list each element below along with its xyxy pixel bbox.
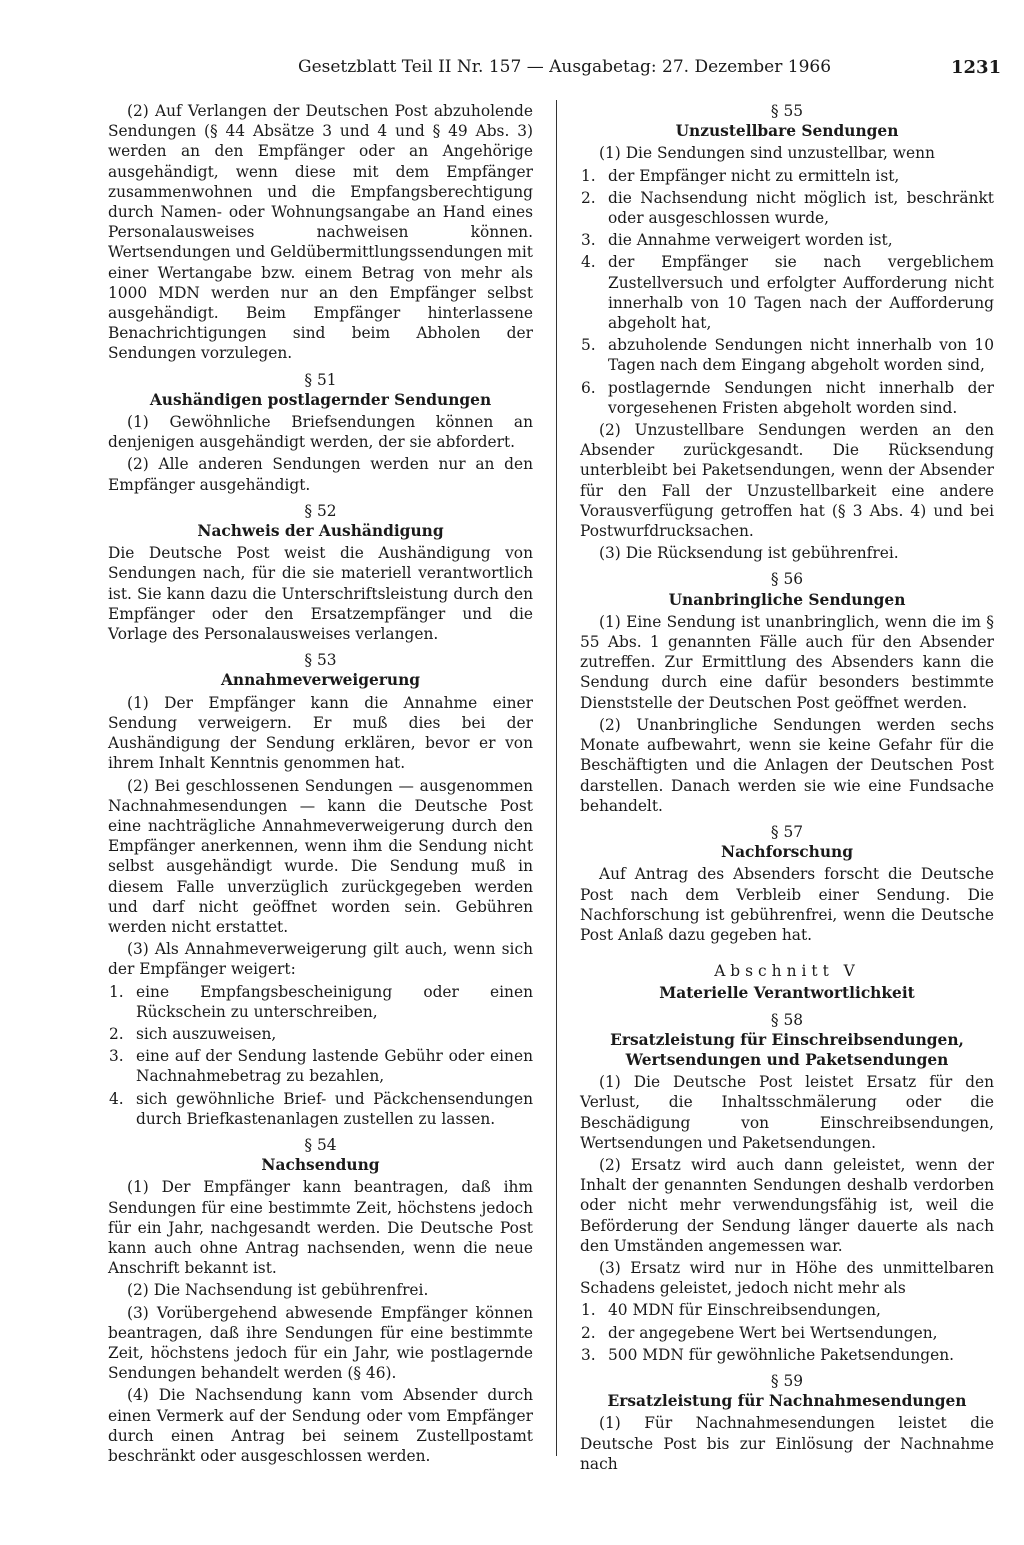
paragraph: (3) Als Annahmeverweigerung gilt auch, wenn sich der Empfänger weigert:: [108, 940, 533, 979]
list-text: abzuholende Sendungen nicht innerhalb von 10 Tagen nach dem Eingang abgeholt worden sind,: [608, 336, 994, 375]
paragraph: (1) Eine Sendung ist unanbringlich, wenn die im § 55 Abs. 1 genannten Fälle auch für den Absender zutreffen. Zur Ermittlung des Absenders kann die Sendung durch eine dafür besonders bestimmte Dienststelle der Deutschen Post geöffnet werden.: [580, 612, 994, 712]
paragraph: (3) Ersatz wird nur in Höhe des unmittelbaren Schadens geleistet, jedoch nicht mehr als: [580, 1258, 994, 1298]
left-column: [108, 101, 533, 1468]
list-item: [108, 1046, 533, 1086]
section-title: Nachweis der Aushändigung: [197, 522, 444, 541]
list-text: der Empfänger nicht zu ermitteln ist,: [608, 166, 900, 185]
section-title-cont: Wertsendungen und Paketsendungen: [625, 1050, 949, 1069]
list-item: [580, 1300, 994, 1320]
list-item: [108, 1089, 533, 1129]
list-text: der angegebene Wert bei Wertsendungen,: [608, 1323, 938, 1342]
right-column: [580, 101, 994, 1476]
paragraph: (1) Gewöhnliche Briefsendungen können an denjenigen ausgehändigt werden, der sie abfordert.: [108, 413, 533, 452]
list-text: 500 MDN für gewöhnliche Paketsendungen.: [608, 1345, 955, 1364]
list-number: 4.: [581, 253, 596, 272]
section-number: § 53: [304, 651, 337, 670]
section-title: Unanbringliche Sendungen: [668, 590, 906, 609]
section-number: § 51: [304, 370, 337, 389]
list-number: 5.: [581, 336, 596, 355]
list-item: [580, 166, 994, 186]
list-item: [580, 378, 994, 418]
paragraph: (2) Unanbringliche Sendungen werden sechs Monate aufbewahrt, wenn sie keine Gefahr für die Beschäftigten und die Anlagen der Deutschen Post darstellen. Danach werden sie wie eine Fundsache behandelt.: [580, 715, 994, 815]
section-title: Ersatzleistung für Einschreibsendungen,: [610, 1030, 964, 1049]
paragraph: (1) Die Sendungen sind unzustellbar, wenn: [599, 144, 935, 163]
list-number: 3.: [581, 231, 596, 250]
paragraph: (1) Die Deutsche Post leistet Ersatz für den Verlust, die Inhaltsschmälerung oder die Beschädigung von Einschreibsendungen, Wertsendungen und Paketsendungen.: [580, 1073, 994, 1152]
section-title: Unzustellbare Sendungen: [675, 122, 899, 141]
list-text: postlagernde Sendungen nicht innerhalb der vorgesehenen Fristen abgeholt worden sind.: [608, 378, 994, 417]
list-text: 40 MDN für Einschreibsendungen,: [608, 1301, 881, 1320]
list-number: 2.: [581, 1323, 596, 1342]
list-item: [580, 188, 994, 228]
list-item: [580, 252, 994, 333]
list-item: [580, 230, 994, 250]
paragraph: (2) Alle anderen Sendungen werden nur an den Empfänger ausgehändigt.: [108, 455, 533, 494]
paragraph: (3) Vorübergehend abwesende Empfänger können beantragen, daß ihre Sendungen für eine bestimmte Zeit, höchstens jedoch für ein Jahr, wie postlagernde Sendungen behandelt werden (§ 46).: [108, 1303, 533, 1383]
list-item: [580, 335, 994, 375]
paragraph: (3) Die Rücksendung ist gebührenfrei.: [599, 544, 899, 563]
list-text: eine Empfangsbescheinigung oder einen Rückschein zu unterschreiben,: [136, 982, 533, 1021]
section-number: § 55: [770, 102, 804, 120]
part-heading: Abschnitt V: [714, 962, 860, 981]
section-number: § 52: [304, 501, 337, 520]
page-header: [0, 55, 1024, 83]
section-number: § 57: [770, 822, 804, 841]
list-item: [108, 982, 533, 1022]
list-number: 1.: [581, 1301, 596, 1320]
paragraph: (2) Die Nachsendung ist gebührenfrei.: [127, 1281, 429, 1300]
section-title: Ersatzleistung für Nachnahmesendungen: [607, 1392, 967, 1411]
paragraph: (1) Der Empfänger kann die Annahme einer Sendung verweigern. Er muß dies bei der Aushändigung der Sendung erklären, bevor er von ihrem Inhalt Kenntnis genommen hat.: [108, 693, 533, 773]
paragraph: Die Deutsche Post weist die Aushändigung von Sendungen nach, für die sie materiell verantwortlich ist. Sie kann dazu die Unterschriftsleistung durch den Empfänger oder den Ersatzempfänger und die Vorlage des Personalausweises verlangen.: [108, 544, 533, 644]
list-number: 2.: [581, 188, 596, 207]
list-text: eine auf der Sendung lastende Gebühr oder einen Nachnahmebetrag zu bezahlen,: [136, 1047, 533, 1086]
section-title: Annahmeverweigerung: [220, 671, 421, 690]
list-number: 1.: [109, 982, 124, 1001]
list-item: [580, 1345, 994, 1365]
list-text: die Nachsendung nicht möglich ist, beschränkt oder ausgeschlossen wurde,: [608, 188, 994, 228]
list-number: 6.: [581, 378, 596, 397]
gazette-title: Gesetzblatt Teil II Nr. 157 — Ausgabetag: 27. Dezember 1966: [298, 57, 832, 77]
paragraph: (1) Der Empfänger kann beantragen, daß ihm Sendungen für eine bestimmte Zeit, höchstens jedoch für ein Jahr, nachgesandt werden. Die Deutsche Post kann auch ohne Antrag nachsenden, wenn die neue Anschrift bekannt ist.: [108, 1178, 533, 1278]
list-number: 1.: [581, 166, 596, 185]
list-text: der Empfänger sie nach vergeblichem Zustellversuch und erfolgter Aufforderung nicht innerhalb von 10 Tagen nach der Aufforderung abgeholt hat,: [608, 253, 994, 333]
section-title: Aushändigen postlagernder Sendungen: [149, 390, 492, 409]
section-title: Nachforschung: [721, 843, 853, 862]
part-title: Materielle Verantwortlichkeit: [659, 984, 915, 1003]
list-text: sich gewöhnliche Brief- und Päckchensendungen durch Briefkastenanlagen zustellen zu lassen.: [136, 1089, 533, 1128]
list-item: [580, 1323, 994, 1343]
section-title: Nachsendung: [261, 1156, 380, 1175]
section-number: § 58: [770, 1010, 804, 1029]
list-item: [108, 1024, 533, 1044]
page-number: 1231: [951, 57, 1002, 78]
column-divider: [556, 100, 557, 1456]
paragraph: (2) Ersatz wird auch dann geleistet, wenn der Inhalt der genannten Sendungen deshalb verdorben oder nicht mehr verwendungsfähig ist, weil die Beförderung der Sendung länger dauerte als nach den Umständen angemessen war.: [580, 1155, 994, 1255]
paragraph: (4) Die Nachsendung kann vom Absender durch einen Vermerk auf der Sendung oder vom Empfänger durch einen Antrag bei seinem Zustellpostamt beschränkt oder ausgeschlossen werden.: [108, 1386, 533, 1465]
list-number: 4.: [109, 1089, 124, 1108]
paragraph: Auf Antrag des Absenders forscht die Deutsche Post nach dem Verbleib einer Sendung. Die Nachforschung ist gebührenfrei, wenn die Deutsche Post Anlaß dazu gegeben hat.: [580, 865, 994, 944]
list-number: 3.: [581, 1345, 596, 1364]
section-number: § 54: [304, 1135, 337, 1154]
paragraph: (2) Bei geschlossenen Sendungen — ausgenommen Nachnahmesendungen — kann die Deutsche Post eine nachträgliche Annahmeverweigerung durch den Empfänger anerkennen, wenn ihm die Sendung nicht selbst ausgehändigt wurde. Die Sendung muß in diesem Falle unverzüglich zurückgegeben werden und darf nicht geöffnet worden sein. Gebühren werden nicht erstattet.: [108, 776, 533, 936]
list-text: die Annahme verweigert worden ist,: [608, 231, 893, 250]
list-number: 3.: [109, 1047, 124, 1066]
list-text: sich auszuweisen,: [136, 1024, 277, 1043]
list-number: 2.: [109, 1024, 124, 1043]
paragraph: (2) Unzustellbare Sendungen werden an den Absender zurückgesandt. Die Rücksendung unterbleibt bei Paketsendungen, wenn der Absender für den Fall der Unzustellbarkeit eine andere Vorausverfügung getroffen hat (§ 3 Abs. 4) und bei Postwurfdrucksachen.: [580, 421, 994, 541]
paragraph: (1) Für Nachnahmesendungen leistet die Deutsche Post bis zur Einlösung der Nachnahme nach: [580, 1414, 994, 1473]
paragraph: (2) Auf Verlangen der Deutschen Post abzuholende Sendungen (§ 44 Absätze 3 und 4 und § 49 Abs. 3) werden an den Empfänger oder an Angehörige ausgehändigt, wenn diese mit dem Empfänger zusammenwohnen und die Empfangsberechtigung durch Namen- oder Wohnungsangabe an Hand eines Personalausweises nachweisen können. Wertsendungen und Geldübermittlungssendungen mit einer Wertangabe bzw. einem Betrag von mehr als 1000 MDN werden nur an den Empfänger selbst ausgehändigt. Beim Empfänger hinterlassene Benachrichtigungen sind beim Abholen der Sendungen vorzulegen.: [108, 102, 533, 363]
section-number: § 56: [770, 570, 804, 589]
section-number: § 59: [770, 1371, 804, 1390]
